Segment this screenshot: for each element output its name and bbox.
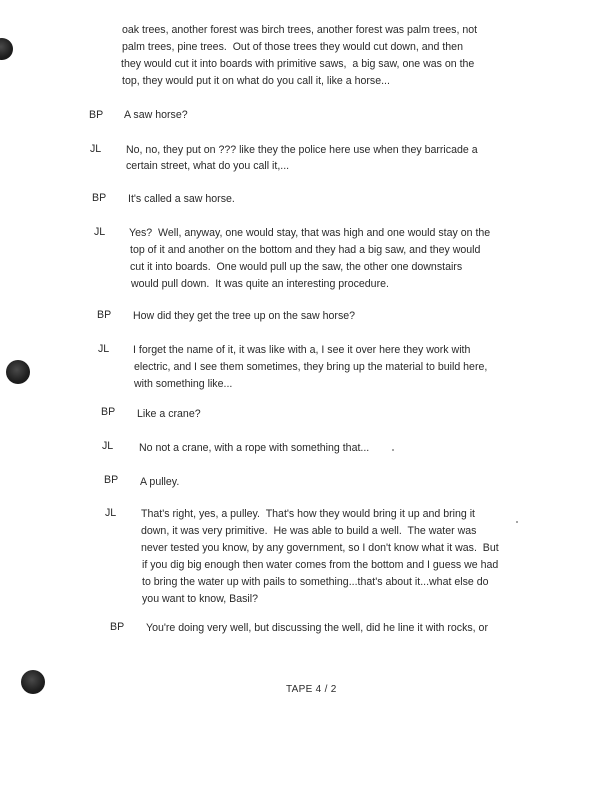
entry-line: electric, and I see them sometimes, they bring up the material to build here, — [134, 361, 488, 373]
speaker-label: BP — [104, 474, 119, 486]
entry-line: A saw horse? — [124, 109, 188, 121]
entry-line: top, they would put it on what do you call it, like a horse... — [122, 75, 390, 87]
page-footer-label: TAPE 4 / 2 — [286, 684, 337, 695]
scan-speck — [516, 521, 518, 523]
entry-line: top of it and another on the bottom and they had a big saw, and they would — [130, 244, 481, 256]
speaker-label: JL — [102, 440, 114, 452]
speaker-label: BP — [89, 109, 104, 121]
entry-line: It's called a saw horse. — [128, 193, 235, 205]
scan-speck — [392, 449, 394, 451]
entry-line: A pulley. — [140, 476, 180, 488]
speaker-label: BP — [92, 192, 107, 204]
entry-line: That's right, yes, a pulley. That's how they would bring it up and bring it — [141, 508, 476, 520]
speaker-label: JL — [105, 507, 117, 519]
speaker-label: JL — [94, 226, 106, 238]
entry-line: certain street, what do you call it,... — [126, 160, 290, 172]
speaker-label: BP — [101, 406, 116, 418]
entry-line: No, no, they put on ??? like they the police here use when they barricade a — [126, 144, 478, 156]
speaker-label: JL — [90, 143, 102, 155]
entry-line: How did they get the tree up on the saw horse? — [133, 310, 356, 322]
entry-line: I forget the name of it, it was like with a, I see it over here they work with — [133, 344, 471, 356]
speaker-label: JL — [98, 343, 110, 355]
punch-hole-top — [0, 38, 13, 60]
entry-line: down, it was very primitive. He was able to build a well. The water was — [141, 525, 477, 537]
entry-line: Yes? Well, anyway, one would stay, that was high and one would stay on the — [129, 227, 491, 239]
entry-line: No not a crane, with a rope with something that... — [139, 442, 370, 454]
entry-line: if you dig big enough then water comes from the bottom and I guess we had — [142, 559, 499, 571]
punch-hole-middle — [6, 360, 30, 384]
entry-line: never tested you know, by any government, so I don't know what it was. But — [141, 542, 499, 554]
speaker-label: BP — [110, 621, 125, 633]
entry-line: you want to know, Basil? — [142, 593, 259, 605]
punch-hole-bottom — [21, 670, 45, 694]
speaker-label: BP — [97, 309, 112, 321]
entry-line: they would cut it into boards with primitive saws, a big saw, one was on the — [121, 58, 475, 70]
entry-line: cut it into boards. One would pull up the saw, the other one downstairs — [130, 261, 463, 273]
entry-line: You're doing very well, but discussing the well, did he line it with rocks, or — [146, 622, 488, 634]
entry-line: with something like... — [134, 378, 233, 390]
entry-line: Like a crane? — [137, 408, 201, 420]
entry-line: palm trees, pine trees. Out of those trees they would cut down, and then — [122, 41, 463, 53]
entry-line: oak trees, another forest was birch trees, another forest was palm trees, not — [122, 24, 478, 36]
entry-line: would pull down. It was quite an interesting procedure. — [131, 278, 389, 290]
entry-line: to bring the water up with pails to something...that's about it...what else do — [142, 576, 489, 588]
